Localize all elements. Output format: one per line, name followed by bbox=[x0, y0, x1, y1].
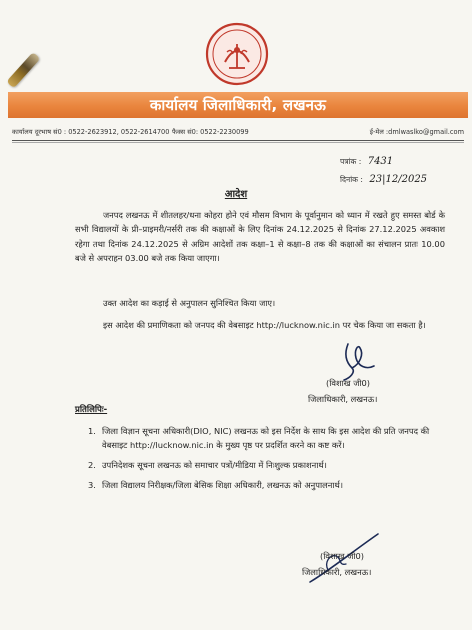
copy-item-text: जिला विज्ञान सूचना अधिकारी(DIO, NIC) लखनऊ को इस निर्देश के साथ कि इस आदेश की प्रति जनपद की वेबसाइट http://lucknow.nic.in के मुख्य पृष्ठ पर प्रदर्शित करने का कष्ट करें। bbox=[102, 426, 430, 450]
copy-list bbox=[88, 424, 448, 498]
office-fax: फैक्स सं0: 0522-2230099 bbox=[172, 128, 249, 136]
copy-item-1 bbox=[88, 424, 448, 452]
letter-date-label: दिनांक : bbox=[340, 175, 363, 184]
copy-item-3 bbox=[88, 478, 448, 492]
office-banner bbox=[8, 92, 468, 118]
order-paragraph-3: इस आदेश की प्रमाणिकता को जनपद की वेबसाइट http://lucknow.nic.in पर चेक किया जा सकता है। bbox=[103, 320, 426, 330]
pen-image bbox=[6, 52, 40, 88]
order-heading-text: आदेश bbox=[224, 189, 248, 200]
signatory-designation-1: जिलाधिकारी, लखनऊ। bbox=[308, 394, 378, 404]
office-email: ई-मेल :dmlwaslko@gmail.com bbox=[369, 128, 464, 136]
signatory-name-2: (विशाख जी0) bbox=[320, 551, 365, 561]
copy-item-text: जिला विद्यालय निरीक्षक/जिला बेसिक शिक्षा अधिकारी, लखनऊ को अनुपालनार्थ। bbox=[102, 480, 343, 490]
copy-item-2 bbox=[88, 458, 448, 472]
order-paragraph-1: जनपद लखनऊ में शीतलहर/धना कोहरा होने एवं मौसम विभाग के पूर्वानुमान को ध्यान में रखते हुए समस्त बोर्ड के सभी विद्यालयों के प्री–प्राइमरी/नर्सरी तक की कक्षाओं के लिए दिनांक 24.12.2025 से दिनांक 27.12.2025 अवकाश रहेगा तथा दिनांक 24.12.2025 से अग्रिम आदेशों तक कक्षा–1 से कक्षा–8 तक की कक्षाओं का संचालन प्रातः 10.00 बजे से अपराहन 03.00 बजे तक किया जाएगा। bbox=[75, 210, 445, 264]
copy-item-number: 3. bbox=[88, 480, 96, 490]
letter-number-value: 7431 bbox=[367, 156, 394, 167]
copy-item-text: उपनिदेशक सूचना लखनऊ को समाचार पत्रों/मीडिया में निःशुल्क प्रकाशनार्थ। bbox=[102, 460, 327, 470]
signatory-designation-2: जिलाधिकारी, लखनऊ। bbox=[302, 567, 372, 577]
signatory-name-1: (विशाख जी0) bbox=[326, 378, 371, 388]
header-divider-secondary bbox=[12, 142, 464, 143]
letter-date-value: 23|12/2025 bbox=[369, 174, 428, 185]
letter-date bbox=[340, 174, 427, 185]
copy-heading: प्रतिलिपिः- bbox=[75, 405, 108, 415]
header-divider bbox=[12, 140, 464, 141]
copy-item-number: 1. bbox=[88, 426, 96, 436]
office-title: कार्यालय जिलाधिकारी, लखनऊ bbox=[149, 96, 327, 114]
office-phone: कार्यालय दूरभाष सं0 : 0522-2623912, 0522-2614700 bbox=[12, 128, 170, 136]
up-government-emblem bbox=[205, 22, 269, 86]
order-paragraph-2: उक्त आदेश का कड़ाई से अनुपालन सुनिश्चित किया जाए। bbox=[103, 298, 276, 308]
letter-number-label: पत्रांक : bbox=[340, 157, 362, 166]
order-heading bbox=[0, 186, 472, 200]
letter-number bbox=[340, 156, 393, 167]
copy-item-number: 2. bbox=[88, 460, 96, 470]
